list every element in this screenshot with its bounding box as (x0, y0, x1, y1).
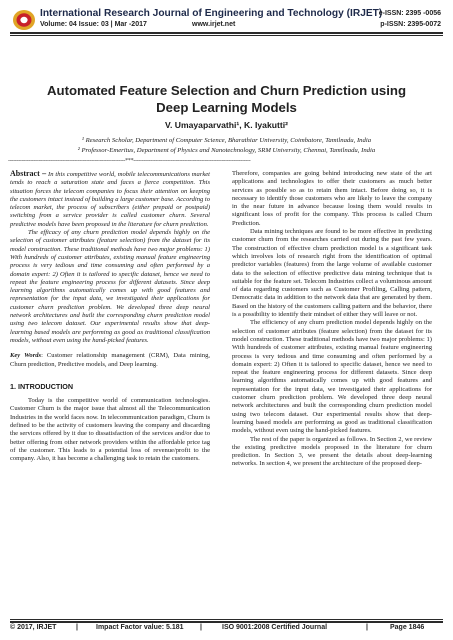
abstract-paragraph-1 (10, 170, 210, 229)
footer-impact-factor: Impact Factor value: 5.181 (96, 624, 184, 631)
header-divider-thin (10, 35, 443, 36)
section-heading-introduction: 1. INTRODUCTION (10, 381, 74, 391)
keywords-label: Key Words (10, 352, 42, 360)
intro-paragraph-1: Today is the competitive world of communication technologies. Customer Churn is the major issue that almost all the Telecommunication Industries in the world faces now. In telecommunication paradigm, Churn is defined to be the activity of customers leaving the company and discarding the services offered by it due to dissatisfaction of the services and/or due to better offering from other network providers within the affordable price tag of the customer. This leads to a potential loss of revenue/profit to the company. Also, it has become a challenging task to retain the customers. (10, 397, 210, 463)
footer-pipe: | (76, 624, 78, 631)
body-paragraph-2: Data mining techniques are found to be more effective in predicting customer churn from the researches carried out during the past few years. The construction of effective churn prediction model is a significant task which involves lots of research right from the identification of optimal predictor variables (features) from the large volume of available customer data to the selection of effective predictive data mining technique that is suitable for the feature set. Telecom Industries collect a voluminous amount of data regarding customers such as Customer Profiling, Calling pattern, Democratic data in addition to the network data that are generated by them. Based on the history of the customers calling pattern and the behavior, there is a possibility to identify their mindset of either they will leave or not. (232, 228, 432, 319)
p-issn: p-ISSN: 2395-0072 (380, 21, 441, 28)
abstract-label: Abstract – (10, 169, 47, 178)
header-divider (10, 32, 443, 34)
keywords (10, 352, 210, 369)
affiliation-2: ² Professor-Emeritus, Department of Physics and Nanotechnology, SRM University, Chennai, Tamilnadu, India (77, 147, 376, 154)
page-footer (0, 622, 453, 636)
paper-authors: V. Umayaparvathi¹, K. Iyakutti² (165, 120, 288, 130)
left-column (10, 170, 210, 464)
affiliation-1: ¹ Research Scholar, Department of Computer Science, Bharathiar University, Coimbatore, Tamilnadu, India (81, 137, 372, 144)
journal-website: www.irjet.net (192, 21, 236, 28)
right-column (232, 170, 432, 469)
paper-title: Automated Feature Selection and Churn Prediction using Deep Learning Models (46, 83, 407, 115)
e-issn: e-ISSN: 2395 -0056 (378, 10, 441, 17)
footer-pipe: | (366, 624, 368, 631)
page-header (0, 0, 453, 44)
footer-page-number: Page 1846 (390, 624, 425, 631)
journal-title: International Research Journal of Engineering and Technology (IRJET) (40, 8, 383, 19)
footer-copyright: © 2017, IRJET (10, 624, 57, 631)
section-separator: ---------------------------------------------------------------------***--------------------------------------------------------------------- (8, 158, 251, 164)
body-paragraph-4: The rest of the paper is organized as follows. In Section 2, we review the existing predictive models proposed in the literature for churn prediction. In Section 3, we present the details about deep-learning networks. In section 4, we present the architecture of the proposed deep- (232, 435, 432, 468)
abstract-paragraph-2: The efficacy of any churn prediction model depends highly on the selection of customer attributes (feature selection) from the dataset for its model construction. These traditional methods have two major problems: 1) With hundreds of customer attributes, existing manual feature engineering process is very tedious and time consuming and often performed by a domain expert: 2) Often it is tailored to specific dataset, hence we need to repeat the feature engineering process for different datasets. Since deep learning algorithms automatically comes up with good features and representation for the input data, we investigated their applications for customer churn prediction problem. We developed three deep neural network architectures and built the corresponding churn prediction model using two telecom dataset. Our experimental results show that deep-learning based models are performing as good as traditional classification models, without even using the hand-picked features. (10, 229, 210, 344)
body-paragraph-1: Therefore, companies are going behind introducing new state of the art applications and technologies to offer their customers as much better services as possible so as to retain them intact. Before doing so, it is necessary to identify those customers who are likely to leave the company in the near future in advance because losing them would results in significant loss of profit for the company. This process is called Churn Prediction. (232, 170, 432, 227)
abstract-text-1: In this competitive world, mobile telecommunications market tends to reach a saturation state and faces a fierce competition. This situation forces the telecom companies to focus their attention on keeping the customers intact instead of building a large customer base. According to telecom market, the process of subscribers (either prepaid or postpaid) switching from a service provider is called customer churn. Several predictive models have been proposed in the literature for churn prediction. (10, 171, 210, 228)
irjet-logo-icon (12, 9, 36, 31)
footer-divider (10, 619, 443, 620)
volume-issue: Volume: 04 Issue: 03 | Mar -2017 (40, 21, 147, 28)
footer-iso: ISO 9001:2008 Certified Journal (222, 624, 328, 631)
body-paragraph-3: The efficiency of any churn prediction model depends highly on the selection of customer attributes (feature selection) from the dataset for its model construction. These traditional methods have two major problems: 1) With hundreds of customer attributes, existing manual feature engineering process is very tedious and time consuming and often performed by a domain expert: 2) Often it is tailored to specific dataset, hence we need to repeat the feature engineering process for different datasets. Since deep learning algorithms automatically comes up with good features and representation for the input data, we investigated their applications for customer churn prediction problem. We developed three deep neural network architectures and built the corresponding churn prediction model using two telecom dataset. Our experimental results show that deep-learning based models are performing as good as traditional classification models, without even using the hand-picked features. (232, 319, 432, 435)
footer-pipe: | (200, 624, 202, 631)
keywords-text: : Customer relationship management (CRM), Data mining, Churn prediction, Predictive models, and Deep learning. (10, 352, 210, 368)
